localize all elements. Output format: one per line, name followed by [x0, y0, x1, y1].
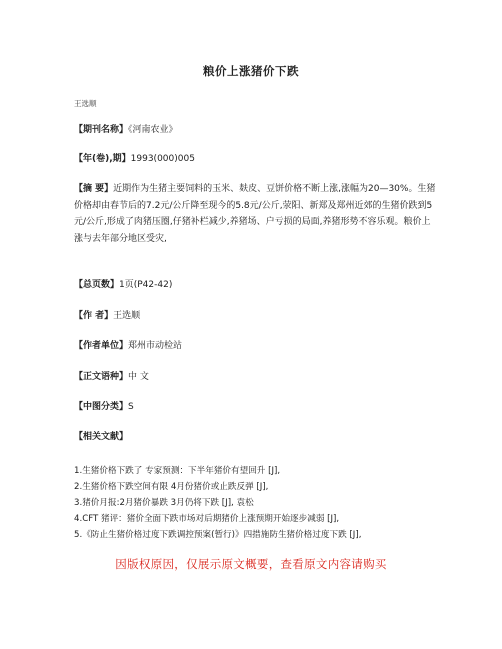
- abstract-field: [74, 181, 436, 247]
- reference-item[interactable]: 4.CFT 猪评：猪价全面下跌市场对后期猪价上涨预期开始逐步减弱 [J],: [74, 514, 340, 524]
- classification-label: 【中图分类】: [74, 402, 129, 412]
- language-label: 【正文语种】: [74, 372, 129, 382]
- reference-item[interactable]: 1.生猪价格下跌了 专家预测：下半年猪价有望回升 [J],: [74, 466, 281, 476]
- abstract-label: 【摘 要】: [74, 184, 114, 194]
- reference-item[interactable]: 3.猪价月报:2月猪价暴跌 3月仍将下跌 [J], 袁松: [74, 498, 254, 508]
- affiliation-field: [74, 340, 436, 352]
- author-label: 【作 者】: [74, 311, 114, 321]
- reference-item[interactable]: 2.生猪价格下跌空间有限 4月份猪价或止跌反弹 [J],: [74, 482, 269, 492]
- copyright-notice[interactable]: 因版权原因，仅展示原文概要，查看原文内容请购买: [115, 557, 387, 571]
- language-value: 中 文: [128, 372, 149, 382]
- reference-item[interactable]: 5.《防止生猪价格过度下跌调控预案(暂行)》四措施防生猪价格过度下跌 [J],: [74, 530, 362, 540]
- classification-value: S: [128, 402, 134, 412]
- classification-field: [74, 401, 436, 413]
- reference-list: [74, 463, 444, 543]
- affiliation-label: 【作者单位】: [74, 341, 129, 351]
- page-count-value: 1页(P42-42): [119, 280, 173, 290]
- author-value: 王选顺: [113, 311, 141, 321]
- page-count-field: [74, 279, 436, 291]
- related-literature-heading: [74, 431, 436, 443]
- abstract-text: 近期作为生猪主要饲料的玉米、麸皮、豆饼价格不断上涨,涨幅为20—30%。生猪价格却由春节后的7.2元/公斤降至现今的5.8元/公斤,荥阳、新郑及郑州近郊的生猪价跌到5元/公斤,形成了肉猪压圈,仔猪补栏减少,养猪场、户亏损的局面,养猪形势不容乐观。粮价上涨与去年部分地区受灾,: [74, 184, 436, 244]
- year-issue-field: [74, 153, 436, 165]
- affiliation-value: 郑州市动检站: [128, 341, 183, 351]
- author-field: [74, 310, 436, 322]
- author-byline: 王选顺: [74, 99, 97, 108]
- related-literature-label: 【相关文献】: [74, 432, 129, 442]
- language-field: [74, 371, 436, 383]
- year-issue-label: 【年(卷),期】: [74, 154, 131, 164]
- journal-field: [74, 124, 436, 136]
- journal-label: 【期刊名称】: [74, 125, 129, 135]
- journal-value: 《河南农业》: [128, 125, 178, 135]
- year-issue-value: 1993(000)005: [130, 154, 195, 164]
- page-count-label: 【总页数】: [74, 280, 120, 290]
- document-title: 粮价上涨猪价下跌: [203, 64, 299, 78]
